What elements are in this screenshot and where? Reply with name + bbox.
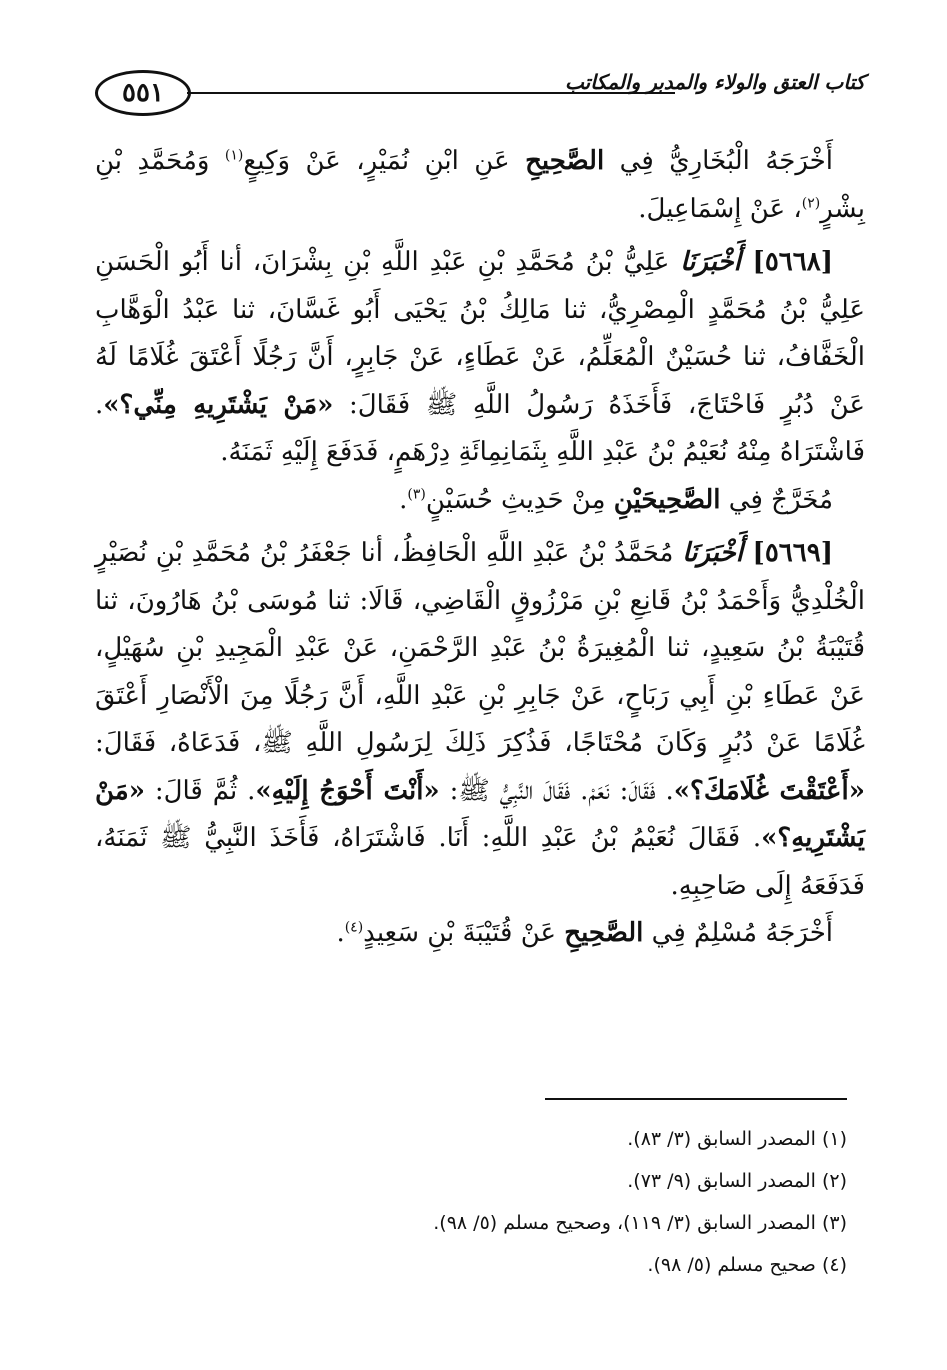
- text-run: ، عَنْ إِسْمَاعِيلَ.: [638, 193, 802, 224]
- takhrij-paragraph-1: [95, 138, 865, 233]
- prophetic-quote: «أَعْتَقْتَ غُلَامَكَ؟»: [673, 775, 865, 806]
- text-run: مِنْ حَدِيثِ حُسَيْنٍ: [425, 484, 614, 515]
- book-title: الصَّحِيحِ: [564, 918, 644, 948]
- running-title: كتاب العتق والولاء والمدبر والمكاتب: [565, 70, 865, 94]
- text-run: . فَقَالَ نُعَيْمُ بْنُ عَبْدِ اللَّهِ: أَنَا. فَاشْتَرَاهُ، فَأَخَذَ النَّبِيُّ ﷺ ثَمَنَهُ، فَدَفَعَهُ إِلَى صَاحِبِهِ.: [95, 823, 865, 901]
- prophetic-quote: «مَنْ يَشْتَرِيهِ؟»: [95, 775, 865, 853]
- hadith-5669: [95, 530, 865, 910]
- hadith-number: [٥٦٦٩]: [742, 538, 833, 568]
- footnotes: [95, 1118, 847, 1286]
- footnote-ref[interactable]: (٣): [407, 485, 426, 502]
- book-title: الصَّحِيحِ: [525, 146, 605, 176]
- text-run: . ثُمَّ قَالَ:: [144, 775, 256, 806]
- text-run: .: [336, 918, 345, 948]
- page-header: [95, 70, 865, 126]
- akhbarana-keyword: أَخْبَرَنَا: [680, 247, 741, 277]
- text-run: مُحَمَّدُ بْنُ عَبْدِ اللَّهِ الْحَافِظُ، أنا جَعْفَرُ بْنُ مُحَمَّدِ بْنِ نُصَيْرٍ الْخُلْدِيُّ وَأَحْمَدُ بْنُ قَانِعِ بْنِ مَرْزُوقٍ الْقَاضِي، قَالَا: ثنا مُوسَى بْنُ هَارُونَ، ثنا قُتَيْبَةُ بْنُ سَعِيدٍ، ثنا الْمُغِيرَةُ بْنُ عَبْدِ الرَّحْمَنِ، عَنْ عَبْدِ الْمَجِيدِ بْنِ سُهَيْلٍ، عَنْ عَطَاءِ بْنِ أَبِي رَبَاحٍ، عَنْ جَابِرِ بْنِ عَبْدِ اللَّهِ، أَنَّ رَجُلًا مِنَ الْأَنْصَارِ أَعْتَقَ غُلَامًا عَنْ دُبُرٍ وَكَانَ مُحْتَاجًا، فَذُكِرَ ذَلِكَ لِرَسُولِ اللَّهِ ﷺ، فَدَعَاهُ، فَقَالَ:: [95, 538, 865, 758]
- takhrij-paragraph-3: [95, 910, 865, 958]
- footnote-ref[interactable]: (٤): [344, 919, 364, 936]
- takhrij-paragraph-2: [95, 477, 865, 525]
- hadith-number: [٥٦٦٨]: [740, 247, 833, 277]
- text-run: عَنْ قُتَيْبَةَ بْنِ سَعِيدٍ: [363, 918, 565, 948]
- akhbarana-keyword: أَخْبَرَنَا: [682, 538, 743, 568]
- text-run: مُخَرَّجٌ فِي: [720, 484, 833, 515]
- text-run: عَنِ ابْنِ نُمَيْرٍ، عَنْ وَكِيعٍ: [243, 146, 526, 176]
- prophetic-quote: «أَنْتَ أَحْوَجُ إِلَيْهِ»: [255, 775, 440, 806]
- footnote-item: (٣) المصدر السابق (٣/ ١١٩)، وصحيح مسلم (٥/ ٩٨).: [433, 1212, 847, 1234]
- hadith-5668: [95, 239, 865, 477]
- text-run: . فَاشْتَرَاهُ مِنْهُ نُعَيْمُ بْنُ عَبْدِ اللَّهِ بِثَمَانِمِائَةِ دِرْهَمٍ، فَدَفَعَ إِلَيْهِ ثَمَنَهُ.: [95, 389, 865, 467]
- footnote-ref[interactable]: (٢): [801, 194, 821, 211]
- text-run: عَلِيُّ بْنُ مُحَمَّدِ بْنِ عَبْدِ اللَّهِ بْنِ بِشْرَانَ، أنا أَبُو الْحَسَنِ عَلِيُّ بْنُ مُحَمَّدٍ الْمِصْرِيُّ، ثنا مَالِكُ بْنُ يَحْيَى أَبُو غَسَّانَ، ثنا عَبْدُ الْوَهَّابِ الْخَفَّافُ، ثنا حُسَيْنٌ الْمُعَلِّمُ، عَنْ عَطَاءٍ، عَنْ جَابِرٍ، أَنَّ رَجُلًا أَعْتَقَ غُلَامًا لَهُ عَنْ دُبُرٍ فَاحْتَاجَ، فَأَخَذَهُ رَسُولُ اللَّهِ ﷺ فَقَالَ:: [95, 247, 865, 420]
- main-text: [95, 138, 865, 958]
- text-run: وَمُحَمَّدِ بْنِ بِشْرٍ: [95, 146, 865, 224]
- footnote-item: (٤) صحيح مسلم (٥/ ٩٨).: [647, 1254, 847, 1276]
- text-run: أَخْرَجَهُ الْبُخَارِيُّ فِي: [604, 146, 833, 176]
- footnote-separator: [545, 1098, 847, 1100]
- footnote-ref[interactable]: (١): [224, 147, 244, 164]
- text-run: أَخْرَجَهُ مُسْلِمٌ فِي: [643, 918, 833, 948]
- prophetic-quote: «مَنْ يَشْتَرِيهِ مِنِّي؟»: [103, 389, 334, 420]
- footnote-item: (١) المصدر السابق (٣/ ٨٣).: [627, 1128, 847, 1150]
- text-run: .: [399, 484, 408, 515]
- page-number: ٥٥١: [95, 70, 191, 116]
- book-title: الصَّحِيحَيْنِ: [613, 484, 721, 515]
- footnote-item: (٢) المصدر السابق (٩/ ٧٣).: [627, 1170, 847, 1192]
- text-run: . فَقَالَ: نَعَمْ. فَقَالَ النَّبِيُّ ﷺ:: [439, 775, 674, 806]
